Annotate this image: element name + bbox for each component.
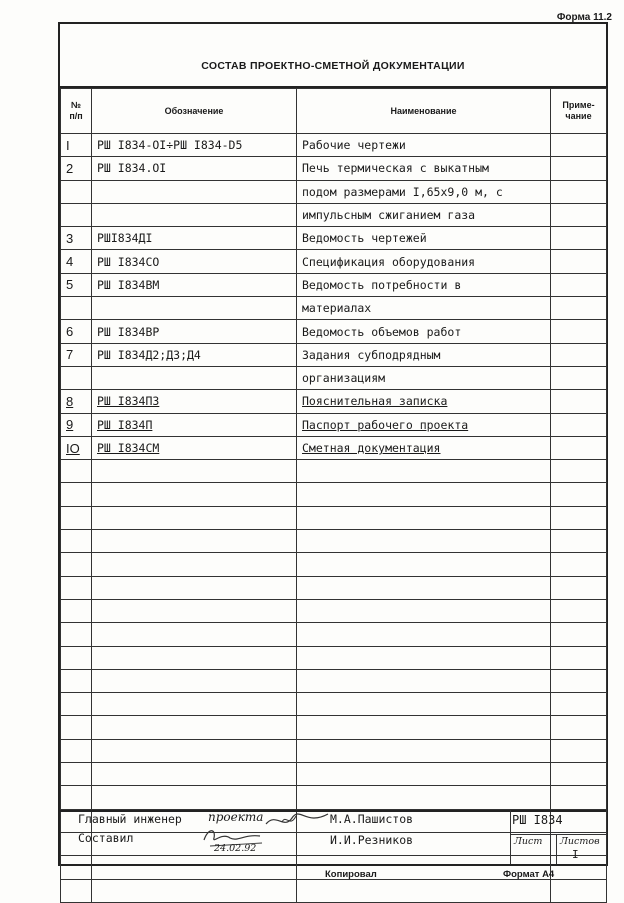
author-name: И.И.Резников	[330, 833, 414, 847]
cell-num	[61, 506, 92, 529]
table-row	[61, 483, 607, 506]
table-row	[61, 320, 607, 343]
cell-designation: РШ I834П	[92, 413, 297, 436]
cell-name	[297, 879, 551, 902]
cell-name	[297, 763, 551, 786]
cell-num	[61, 553, 92, 576]
cell-num	[61, 669, 92, 692]
cell-designation	[92, 553, 297, 576]
sheets-label: Листов	[560, 836, 600, 847]
cell-designation	[92, 739, 297, 762]
cell-note	[551, 297, 607, 320]
cell-num	[61, 483, 92, 506]
cell-note	[551, 320, 607, 343]
cell-note	[551, 530, 607, 553]
table-row	[61, 390, 607, 413]
cell-name	[297, 716, 551, 739]
cell-name	[297, 599, 551, 622]
format-label: Формат А4	[503, 869, 555, 880]
cell-note	[551, 646, 607, 669]
cell-name: организациям	[297, 366, 551, 389]
cell-name	[297, 786, 551, 809]
table-header-row	[61, 89, 607, 134]
table-row	[61, 297, 607, 320]
cell-name	[297, 553, 551, 576]
cell-note	[551, 273, 607, 296]
cell-name: импульсным сжиганием газа	[297, 203, 551, 226]
table-row	[61, 460, 607, 483]
cell-name	[297, 576, 551, 599]
sheet-code: РШ I834	[512, 813, 563, 827]
cell-designation	[92, 180, 297, 203]
table-row	[61, 576, 607, 599]
table-row	[61, 599, 607, 622]
cell-name	[297, 483, 551, 506]
cell-num	[61, 716, 92, 739]
cell-name	[297, 506, 551, 529]
header-num: № п/п	[61, 89, 92, 134]
table-row	[61, 553, 607, 576]
cell-name: Пояснительная записка	[297, 390, 551, 413]
cell-name: Ведомость чертежей	[297, 227, 551, 250]
cell-num	[61, 297, 92, 320]
table-row	[61, 203, 607, 226]
table-row	[61, 134, 607, 157]
cell-name	[297, 530, 551, 553]
cell-name: Задания субподрядным	[297, 343, 551, 366]
cell-note	[551, 134, 607, 157]
table-row	[61, 879, 607, 902]
cell-note	[551, 879, 607, 902]
cell-note	[551, 623, 607, 646]
cell-note	[551, 227, 607, 250]
cell-name	[297, 669, 551, 692]
table-row	[61, 413, 607, 436]
cell-designation	[92, 669, 297, 692]
chief-engineer-handwriting: проекта	[208, 810, 264, 824]
table-row	[61, 669, 607, 692]
sheet-divider	[556, 834, 557, 864]
table-row	[61, 157, 607, 180]
cell-name: Сметная документация	[297, 436, 551, 459]
cell-name: Рабочие чертежи	[297, 134, 551, 157]
author-role: Составил	[78, 831, 134, 845]
cell-designation	[92, 576, 297, 599]
table-row	[61, 716, 607, 739]
table-row	[61, 763, 607, 786]
header-note: Приме- чание	[551, 89, 607, 134]
cell-designation	[92, 599, 297, 622]
table-row	[61, 250, 607, 273]
cell-note	[551, 203, 607, 226]
cell-note	[551, 576, 607, 599]
cell-num	[61, 460, 92, 483]
cell-note	[551, 460, 607, 483]
table-row	[61, 786, 607, 809]
cell-num: I	[61, 134, 92, 157]
cell-designation	[92, 506, 297, 529]
cell-name	[297, 646, 551, 669]
cell-designation	[92, 716, 297, 739]
cell-designation: РШ I834.OI	[92, 157, 297, 180]
copied-label: Копировал	[325, 869, 377, 880]
cell-num	[61, 693, 92, 716]
cell-note	[551, 390, 607, 413]
cell-num: 2	[61, 157, 92, 180]
cell-name	[297, 460, 551, 483]
cell-num	[61, 530, 92, 553]
documentation-table	[60, 88, 607, 903]
cell-note	[551, 180, 607, 203]
cell-designation: РШ I834-OI÷РШ I834-D5	[92, 134, 297, 157]
cell-designation	[92, 483, 297, 506]
cell-designation	[92, 763, 297, 786]
sheet-label: Лист	[514, 836, 543, 847]
chief-engineer-role: Главный инженер	[78, 812, 182, 826]
table-row	[61, 693, 607, 716]
cell-name: Ведомость потребности в	[297, 273, 551, 296]
cell-designation: РШ I834ВР	[92, 320, 297, 343]
header-name: Наименование	[297, 89, 551, 134]
cell-note	[551, 413, 607, 436]
cell-designation: РШ I834ВМ	[92, 273, 297, 296]
cell-note	[551, 343, 607, 366]
cell-designation	[92, 203, 297, 226]
cell-num	[61, 646, 92, 669]
table-row	[61, 646, 607, 669]
title-band	[58, 22, 608, 88]
cell-designation: РШ I834CO	[92, 250, 297, 273]
cell-note	[551, 763, 607, 786]
chief-signature	[262, 808, 332, 832]
table-row	[61, 506, 607, 529]
cell-note	[551, 436, 607, 459]
cell-num	[61, 203, 92, 226]
table-row	[61, 273, 607, 296]
signature-date: 24.02.92	[214, 843, 257, 854]
table-row	[61, 227, 607, 250]
cell-designation	[92, 297, 297, 320]
cell-designation	[92, 879, 297, 902]
cell-num: 5	[61, 273, 92, 296]
table-row	[61, 739, 607, 762]
header-designation: Обозначение	[92, 89, 297, 134]
table-row	[61, 366, 607, 389]
table-row	[61, 180, 607, 203]
cell-note	[551, 506, 607, 529]
cell-note	[551, 553, 607, 576]
cell-note	[551, 366, 607, 389]
cell-num: 8	[61, 390, 92, 413]
cell-num: 3	[61, 227, 92, 250]
cell-designation: РШ I834Д2;Д3;Д4	[92, 343, 297, 366]
cell-note	[551, 250, 607, 273]
cell-num	[61, 366, 92, 389]
cell-note	[551, 786, 607, 809]
cell-num: 6	[61, 320, 92, 343]
table-row	[61, 436, 607, 459]
cell-designation	[92, 693, 297, 716]
form-number: Форма 11.2	[556, 12, 612, 23]
table-row	[61, 623, 607, 646]
cell-designation	[92, 646, 297, 669]
cell-designation: РШ I834ПЗ	[92, 390, 297, 413]
cell-num	[61, 180, 92, 203]
cell-designation	[92, 366, 297, 389]
cell-num: 7	[61, 343, 92, 366]
cell-designation	[92, 623, 297, 646]
cell-name: Печь термическая с выкатным	[297, 157, 551, 180]
cell-note	[551, 483, 607, 506]
cell-name: Ведомость объемов работ	[297, 320, 551, 343]
cell-note	[551, 716, 607, 739]
cell-num	[61, 576, 92, 599]
sheets-count: I	[572, 848, 579, 861]
cell-note	[551, 157, 607, 180]
cell-designation	[92, 460, 297, 483]
cell-num	[61, 786, 92, 809]
cell-name: Спецификация оборудования	[297, 250, 551, 273]
cell-name	[297, 739, 551, 762]
cell-num: IO	[61, 436, 92, 459]
document-title: СОСТАВ ПРОЕКТНО-СМЕТНОЙ ДОКУМЕНТАЦИИ	[201, 60, 465, 72]
cell-note	[551, 599, 607, 622]
cell-designation	[92, 530, 297, 553]
cell-note	[551, 739, 607, 762]
table-row	[61, 530, 607, 553]
cell-name: Паспорт рабочего проекта	[297, 413, 551, 436]
cell-note	[551, 693, 607, 716]
cell-num	[61, 599, 92, 622]
cell-num	[61, 763, 92, 786]
cell-designation: РШI834ДI	[92, 227, 297, 250]
cell-name: материалах	[297, 297, 551, 320]
cell-num	[61, 623, 92, 646]
cell-num: 9	[61, 413, 92, 436]
cell-note	[551, 669, 607, 692]
cell-num	[61, 739, 92, 762]
cell-name: подом размерами I,65x9,0 м, с	[297, 180, 551, 203]
cell-designation	[92, 786, 297, 809]
cell-designation: РШ I834СМ	[92, 436, 297, 459]
cell-name	[297, 623, 551, 646]
chief-engineer-name: М.А.Пашистов	[330, 812, 414, 826]
cell-num	[61, 879, 92, 902]
cell-name	[297, 693, 551, 716]
table-row	[61, 343, 607, 366]
cell-num: 4	[61, 250, 92, 273]
